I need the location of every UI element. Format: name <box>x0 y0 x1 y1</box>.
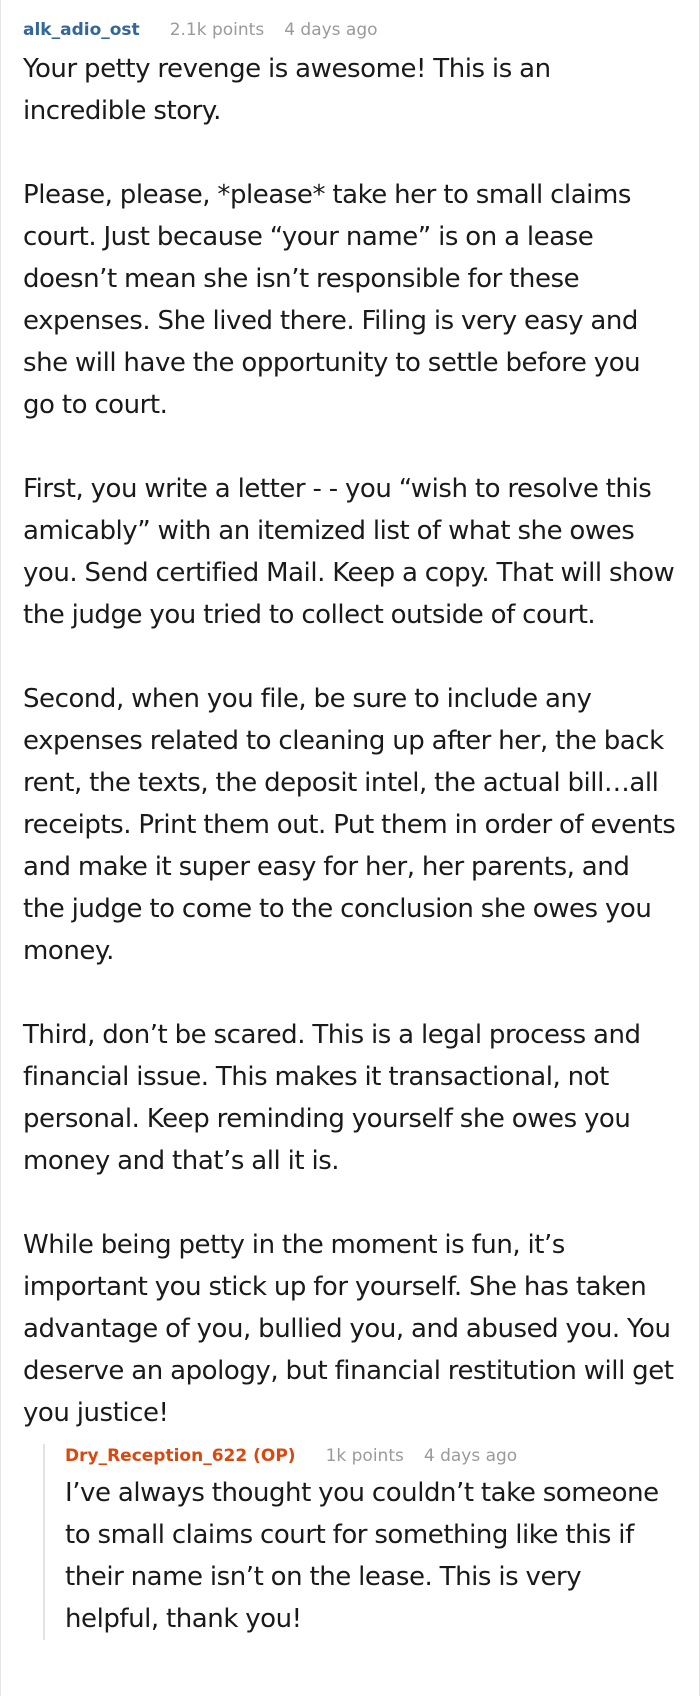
reply-points: 1k points <box>325 1446 404 1466</box>
comment-points: 2.1k points <box>169 20 265 40</box>
reply-comment <box>43 1444 677 1640</box>
comment-body <box>23 48 677 1434</box>
comment <box>1 0 699 1640</box>
comment-meta <box>23 18 677 42</box>
reply-meta <box>65 1444 677 1470</box>
reply-body <box>65 1472 677 1640</box>
comment-timestamp: 4 days ago <box>284 20 378 40</box>
comment-author-link[interactable]: alk_adio_ost <box>23 20 140 40</box>
comment-paragraph: While being petty in the moment is fun, it’s important you stick up for yourself. She has taken advantage of you, bullied you, and abused you. You deserve an apology, but financial restitution will get you justice! <box>23 1230 674 1428</box>
comment-paragraph: Third, don’t be scared. This is a legal process and financial issue. This makes it transactional, not personal. Keep reminding yourself she owes you money and that’s all it is. <box>23 1020 641 1176</box>
reply-paragraph: I’ve always thought you couldn’t take someone to small claims court for something like this if their name isn’t on the lease. This is very helpful, thank you! <box>65 1478 659 1634</box>
comment-paragraph: Please, please, *please* take her to small claims court. Just because “your name” is on a lease doesn’t mean she isn’t responsible for these expenses. She lived there. Filing is very easy and she will have the opportunity to settle before you go to court. <box>23 180 641 420</box>
comment-paragraph: First, you write a letter - - you “wish to resolve this amicably” with an itemized list of what she owes you. Send certified Mail. Keep a copy. That will show the judge you tried to collect outside of court. <box>23 474 675 630</box>
reply-author-link[interactable]: Dry_Reception_622 (OP) <box>65 1446 296 1466</box>
comment-paragraph: Second, when you file, be sure to include any expenses related to cleaning up after her, the back rent, the texts, the deposit intel, the actual bill…all receipts. Print them out. Put them in order of events and make it super easy for her, her parents, and the judge to come to the conclusion she owes you money. <box>23 684 676 966</box>
comment-paragraph: Your petty revenge is awesome! This is an incredible story. <box>23 54 551 126</box>
reply-timestamp: 4 days ago <box>423 1446 518 1466</box>
